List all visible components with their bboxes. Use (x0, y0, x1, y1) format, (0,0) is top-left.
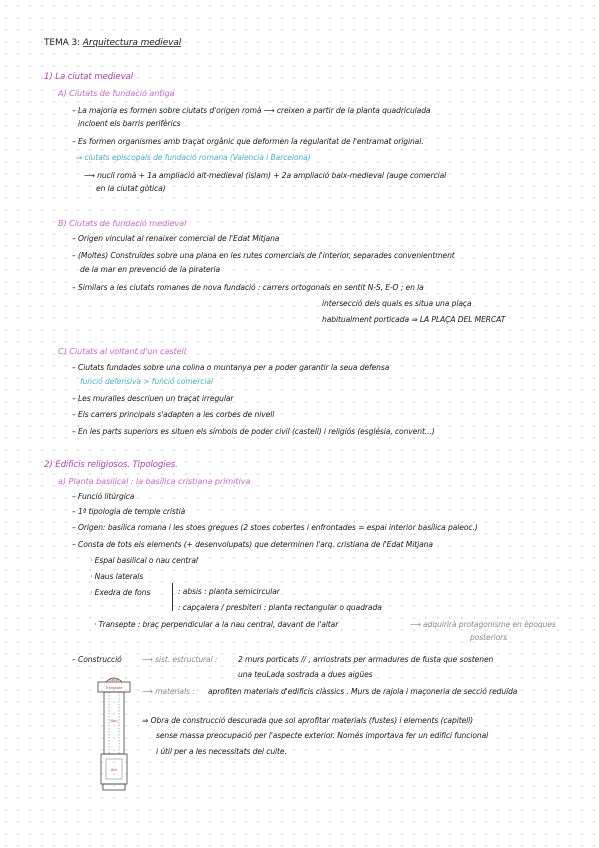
obra-line: ⇒ Obra de construcció descurada que sol aprofitar materials (fustes) i elements (capitell) (142, 716, 474, 725)
list-item-cont: incloent els barris perifèrics (78, 119, 181, 128)
obra-line-2: sense massa preocupació per l'aspecte exterior. Només importava fer un edifici funcional (156, 731, 489, 740)
list-item: – La majoria es formen sobre ciutats d'origen romà ⟶ creixen a partir de la planta quadriculada (72, 106, 431, 115)
section-1c-heading: C) Ciutats al voltant d'un castell (58, 346, 186, 356)
list-item: – Les muralles descriuen un traçat irregular (72, 394, 234, 403)
list-item: – Ciutats fundades sobre una colina o muntanya per a poder garantir la seua defensa (72, 363, 390, 372)
materials-label: ⟶ materials : (142, 687, 195, 696)
list-item: ⟶ nucli romà + 1a ampliació alt-medieval (islam) + 2a ampliació baix-medieval (auge comercial (84, 171, 447, 180)
section-1-heading: 1) La ciutat medieval (44, 72, 134, 82)
section-1a-heading: A) Ciutats de fundació antiga (58, 88, 175, 98)
list-item: – Origen vinculat al renaixer comercial de l'Edat Mitjana (72, 234, 280, 243)
sub-item: · Exedra de fons (90, 588, 151, 597)
sub-item: · Naus laterals (90, 572, 144, 581)
plan-label-transepte: Transepte (105, 686, 123, 690)
plan-label-absis: Absis (109, 678, 119, 682)
list-item: – Consta de tots els elements (+ desenvolupats) que determinen l'arq. cristiana de l'Edat Mitjana (72, 540, 433, 549)
list-item: – Els carrers principals s'adapten a les corbes de nivell (72, 410, 275, 419)
obra-line-3: i útil per a les necessitats del culte. (156, 747, 287, 756)
list-item: ⇒ ciutats episcopals de fundació romana (Valencia i Barcelona) (76, 153, 311, 162)
list-item: – Funció litúrgica (72, 492, 135, 501)
transepte-note-cont: posteriors (470, 633, 508, 642)
sist-text-cont: una teuLada sostrada a dues aigües (238, 670, 373, 679)
sub-item-absis: : absis : planta semicircular (178, 587, 280, 596)
list-item-cont: en la ciutat gòtica) (96, 184, 166, 193)
list-item: – 1ª tipologia de temple cristià (72, 507, 186, 516)
sub-item: · Espai basilical o nau central (90, 556, 198, 565)
title-sub: Arquitectura medieval (82, 38, 182, 48)
materials-text: aprofiten materials d'edificis clàssics . Murs de rajola i maçoneria de secció reduïda (208, 687, 518, 696)
plan-label-atri: Atri (110, 768, 118, 772)
list-item-cont: funció defensiva > funció comercial (80, 377, 213, 386)
title-main: TEMA 3: (44, 38, 81, 48)
list-item: – (Moltes) Construïdes sobre una plana en les rutes comercials de l'interior, separades convenientment (72, 251, 455, 260)
plan-label-nau: Nau (110, 719, 118, 723)
sist-text: 2 murs porticats // , arriostrats per armadures de fusta que sostenen (238, 655, 494, 664)
transepte-note: ⟶ adquirirà protagonisme en èpoques (410, 620, 556, 629)
sist-label: ⟶ sist. estructural : (142, 655, 218, 664)
section-2-heading: 2) Edificis religiosos. Tipologies. (44, 460, 178, 470)
section-2a-heading: a) Planta basilical : la basílica cristiana primitiva (58, 476, 251, 486)
page-title (44, 38, 181, 48)
basilica-plan-image (95, 676, 133, 794)
list-item-cont: de la mar en prevenció de la pirateria (80, 265, 221, 274)
list-item: – Es formen organismes amb traçat orgànic que deformen la regularitat de l'entramat original. (72, 137, 424, 146)
bracket (172, 583, 173, 611)
list-item: – Origen: basílica romana i les stoes gregues (2 stoes cobertes i enfrontades = espai interior basílica paleoc.) (72, 523, 478, 532)
section-1b-heading: B) Ciutats de fundació medieval (58, 218, 187, 228)
list-item: – En les parts superiors es situen els símbols de poder civil (castell) i religiós (església, convent...) (72, 427, 435, 436)
list-item: – Similars a les ciutats romanes de nova fundació : carrers ortogonals en sentit N-S, E-O ; en la (72, 283, 424, 292)
list-item-cont: intersecció dels quals es situa una plaça (322, 299, 472, 308)
list-item: – Construcció (72, 655, 122, 664)
sub-item-capcalera: : capçalera / presbiteri : planta rectangular o quadrada (178, 603, 382, 612)
list-item-cont: habitualment porticada ⇒ LA PLAÇA DEL MERCAT (322, 315, 506, 324)
sub-item-transepte: · Transepte : braç perpendicular a la nau central, davant de l'altar (94, 620, 339, 629)
